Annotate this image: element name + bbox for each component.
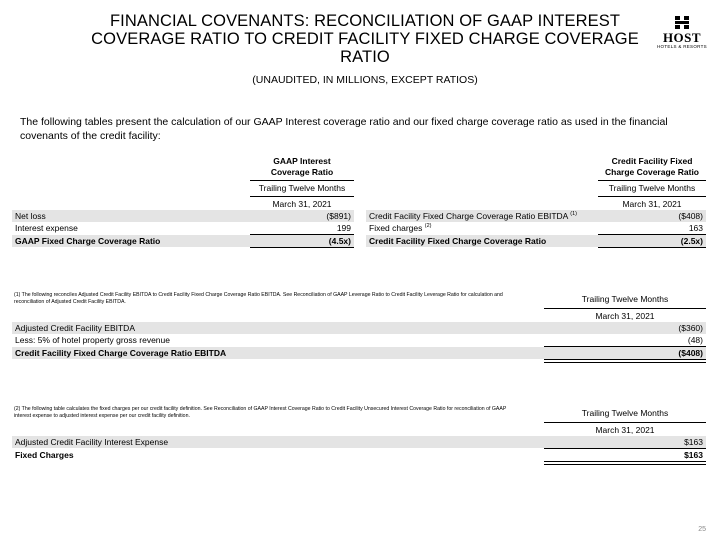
table-row: Less: 5% of hotel property gross revenue (48): [15, 335, 703, 345]
credit-period: Trailing Twelve Months: [608, 183, 696, 193]
logo-tagline: HOTELS & RESORTS: [657, 44, 707, 49]
divider: [250, 247, 354, 248]
table-row: Net loss ($891): [12, 210, 354, 222]
page-title: FINANCIAL COVENANTS: RECONCILIATION OF GAAP INTEREST COVERAGE RATIO TO CREDIT FACILITY FIXED CHARGE COVERAGE RATIO: [91, 12, 639, 66]
intro-paragraph: The following tables present the calculation of our GAAP Interest coverage ratio and our fixed charge coverage ratio as used in the financial covenants of the credit facility:: [20, 116, 668, 142]
table-row-total: Credit Facility Fixed Charge Coverage Ratio (2.5x): [366, 235, 706, 247]
credit-date: March 31, 2021: [622, 199, 682, 209]
table-row: Adjusted Credit Facility EBITDA ($360): [12, 322, 706, 334]
page-subtitle: (UNAUDITED, IN MILLIONS, EXCEPT RATIOS): [252, 74, 478, 86]
fn1-date: March 31, 2021: [595, 311, 655, 321]
gaap-date: March 31, 2021: [272, 199, 332, 209]
gaap-period: Trailing Twelve Months: [258, 183, 346, 193]
footnote-1: (1) The following reconciles Adjusted Credit Facility EBITDA to Credit Facility Fixed Charge Coverage Ratio EBITDA. See Reconciliation of GAAP Leverage Ratio to Credit Facility Leverage Ratio for calculation and reconciliation of Adjusted Credit Facility EBITDA.: [14, 292, 503, 305]
divider: [250, 180, 354, 181]
logo-wordmark: HOST: [662, 30, 702, 45]
table-row: Adjusted Credit Facility Interest Expense $163: [12, 436, 706, 448]
divider: [544, 308, 706, 309]
footnote-2: (2) The following table calculates the fixed charges per our credit facility definition. See Reconciliation of GAAP Interest Coverage Ratio to Credit Facility Unsecured Interest Coverage Ratio for reconciliation of GAAP interest expense to adjusted interest expense per our credit facility definition.: [14, 406, 507, 419]
table-row-total: Fixed Charges $163: [15, 450, 703, 460]
divider: [598, 196, 706, 197]
table-row: Fixed charges $^{(2)}$ 163: [369, 223, 703, 233]
fn1-period: Trailing Twelve Months: [581, 294, 669, 304]
divider: [598, 180, 706, 181]
credit-facility-column-title: Credit Facility Fixed Charge Coverage Ratio: [605, 156, 699, 177]
host-logo: [652, 16, 712, 50]
divider: [250, 196, 354, 197]
table-row-total: Credit Facility Fixed Charge Coverage Ratio EBITDA ($408): [12, 347, 706, 359]
table-row: Credit Facility Fixed Charge Coverage Ratio EBITDA $^{(1)}$ ($408): [366, 210, 706, 222]
fn2-period: Trailing Twelve Months: [581, 408, 669, 418]
gaap-column-title: GAAP Interest Coverage Ratio: [270, 156, 334, 177]
double-underline: [544, 461, 706, 465]
table-row-total: GAAP Fixed Charge Coverage Ratio (4.5x): [12, 235, 354, 247]
host-logo-icon: [675, 16, 689, 29]
table-row: Interest expense 199: [15, 223, 351, 233]
fn2-date: March 31, 2021: [595, 425, 655, 435]
divider: [544, 422, 706, 423]
page-number: 25: [698, 526, 706, 533]
double-underline: [544, 359, 706, 363]
divider: [598, 247, 706, 248]
